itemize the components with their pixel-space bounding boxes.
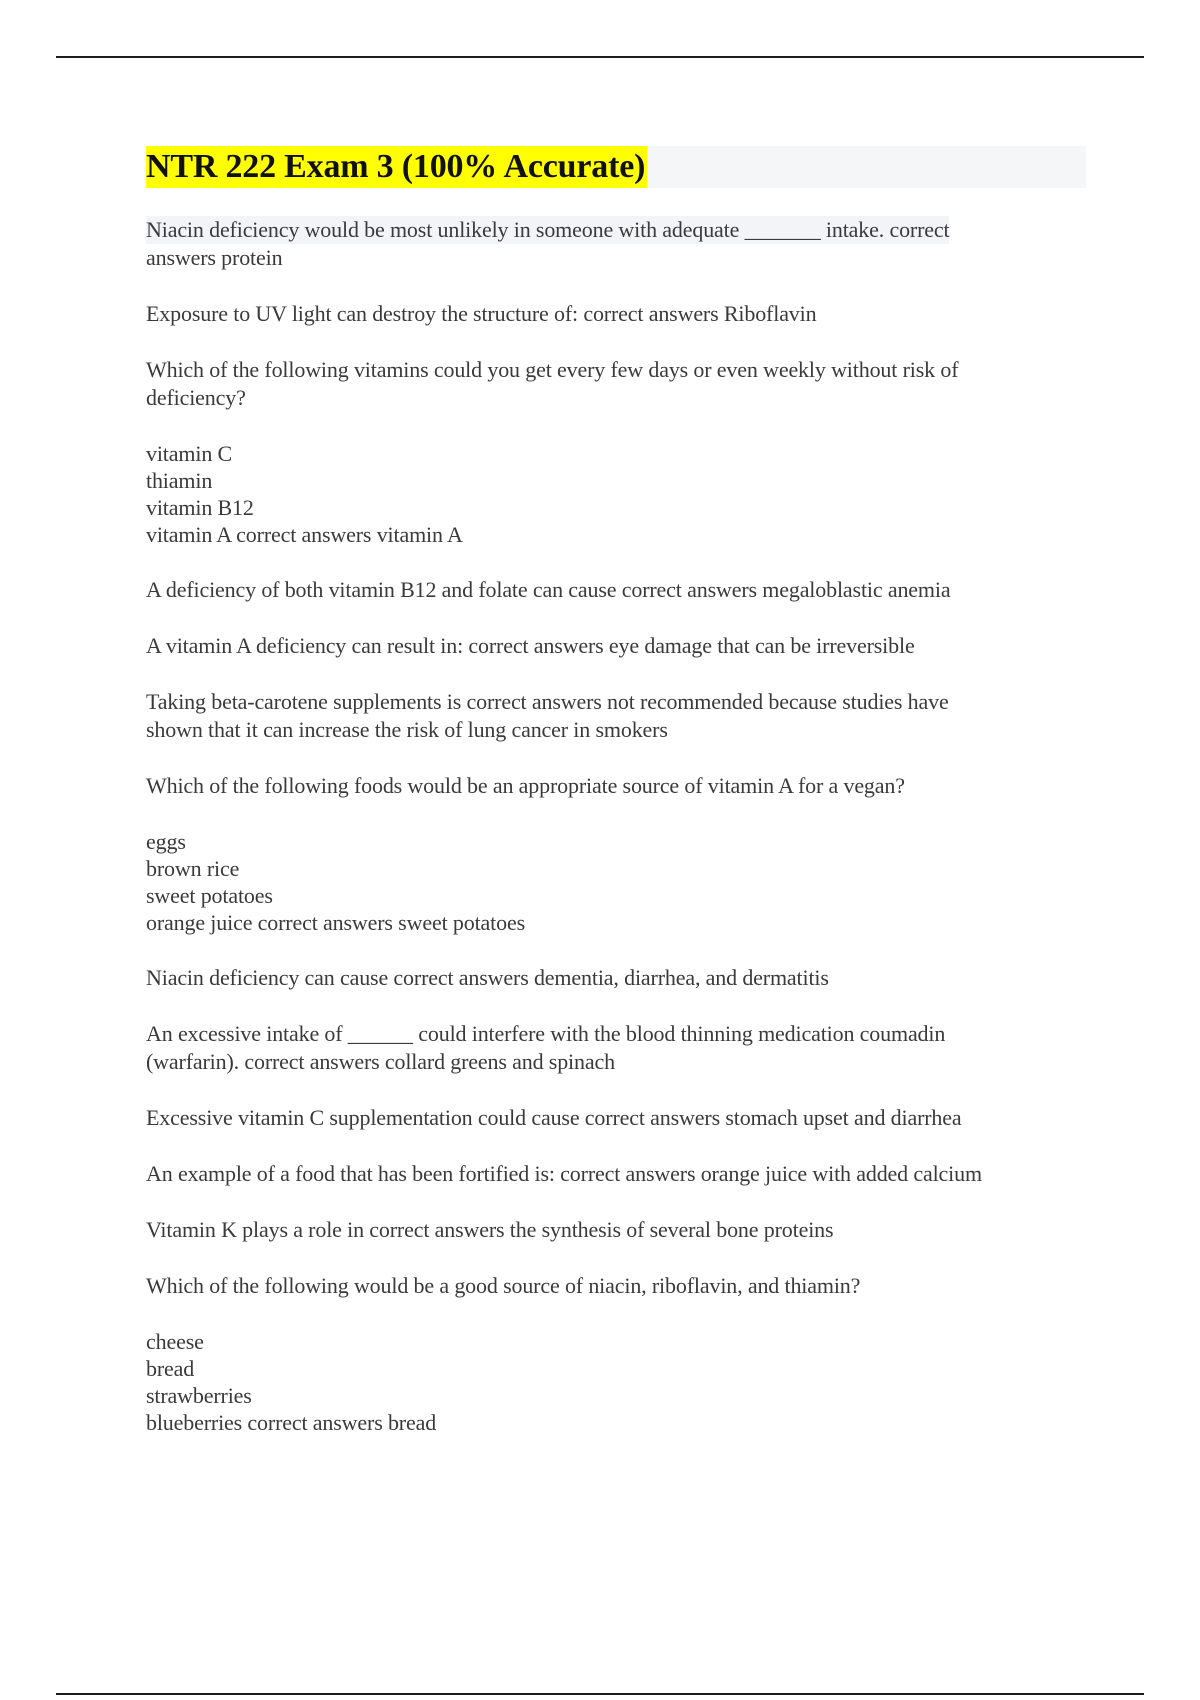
document-title: NTR 222 Exam 3 (100% Accurate) [146, 146, 647, 188]
qa-line: Excessive vitamin C supplementation could cause correct answers stomach upset and diarrhea [146, 1105, 962, 1130]
option-list [146, 1328, 1086, 1436]
header-rule [56, 56, 1144, 58]
option-item: blueberries correct answers bread [146, 1410, 437, 1435]
option-item: vitamin B12 [146, 495, 254, 520]
qa-item [146, 1272, 1086, 1300]
qa-line: Vitamin K plays a role in correct answers the synthesis of several bone proteins [146, 1217, 834, 1242]
qa-line: Exposure to UV light can destroy the structure of: correct answers Riboflavin [146, 301, 817, 326]
qa-line: An excessive intake of ______ could interfere with the blood thinning medication coumadin [146, 1021, 946, 1046]
option-item: thiamin [146, 468, 213, 493]
qa-line: deficiency? [146, 385, 246, 410]
qa-item [146, 576, 1086, 604]
qa-item [146, 964, 1086, 992]
option-item: vitamin C [146, 441, 233, 466]
qa-line: Which of the following would be a good source of niacin, riboflavin, and thiamin? [146, 1273, 861, 1298]
qa-line: Which of the following foods would be an appropriate source of vitamin A for a vegan? [146, 773, 905, 798]
qa-line: An example of a food that has been fortified is: correct answers orange juice with added calcium [146, 1161, 982, 1186]
qa-line: (warfarin). correct answers collard greens and spinach [146, 1049, 615, 1074]
qa-item [146, 1216, 1086, 1244]
qa-item [146, 216, 1086, 272]
qa-line: Niacin deficiency would be most unlikely in someone with adequate _______ intake. correct [146, 217, 950, 242]
qa-line: A deficiency of both vitamin B12 and folate can cause correct answers megaloblastic anemia [146, 577, 951, 602]
qa-item [146, 1020, 1086, 1076]
qa-line: Niacin deficiency can cause correct answers dementia, diarrhea, and dermatitis [146, 965, 829, 990]
qa-item [146, 1104, 1086, 1132]
option-item: eggs [146, 829, 186, 854]
option-item: strawberries [146, 1383, 252, 1408]
option-list [146, 828, 1086, 936]
qa-line: A vitamin A deficiency can result in: correct answers eye damage that can be irreversible [146, 633, 915, 658]
qa-item [146, 688, 1086, 744]
qa-line: shown that it can increase the risk of lung cancer in smokers [146, 717, 668, 742]
footer-rule [56, 1693, 1144, 1695]
title-band [146, 146, 1086, 188]
qa-item [146, 632, 1086, 660]
qa-line: Which of the following vitamins could you get every few days or even weekly without risk of [146, 357, 959, 382]
option-list [146, 440, 1086, 548]
qa-item [146, 772, 1086, 800]
option-item: orange juice correct answers sweet potatoes [146, 910, 525, 935]
option-item: vitamin A correct answers vitamin A [146, 522, 463, 547]
option-item: bread [146, 1356, 195, 1381]
qa-item [146, 356, 1086, 412]
option-item: sweet potatoes [146, 883, 273, 908]
qa-item [146, 1160, 1086, 1188]
option-item: brown rice [146, 856, 240, 881]
option-item: cheese [146, 1329, 204, 1354]
document-body [146, 146, 1086, 1436]
qa-line: Taking beta-carotene supplements is correct answers not recommended because studies have [146, 689, 949, 714]
qa-item [146, 300, 1086, 328]
qa-line: answers protein [146, 245, 283, 270]
